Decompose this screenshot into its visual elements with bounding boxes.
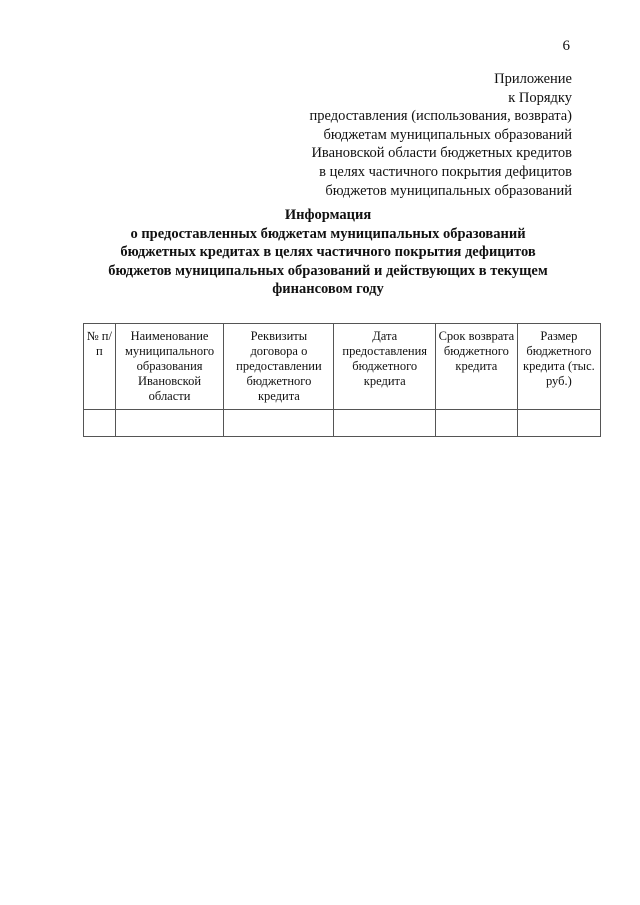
column-header-contract-details: Реквизиты договора о предоставлении бюджетного кредита (224, 324, 334, 410)
appendix-header (309, 70, 572, 200)
column-header-number: № п/п (84, 324, 116, 410)
table-cell (436, 410, 518, 437)
table-row (84, 410, 601, 437)
title-heading: Информация (284, 207, 372, 223)
appendix-line: предоставления (использования, возврата) (309, 108, 572, 125)
appendix-line: к Порядку (508, 89, 572, 106)
credit-info-table (83, 323, 601, 437)
column-header-municipality: Наименование муниципального образования Ивановской области (115, 324, 224, 410)
appendix-line: Приложение (494, 71, 572, 87)
table-cell (517, 410, 600, 437)
appendix-line: бюджетам муниципальных образований (323, 126, 572, 143)
appendix-line: в целях частичного покрытия дефицитов (319, 163, 572, 180)
title-line: бюджетных кредитах в целях частичного покрытия дефицитов (120, 244, 536, 260)
title-line: финансовом году (272, 281, 384, 297)
document-title (0, 206, 640, 299)
appendix-line: Ивановской области бюджетных кредитов (311, 145, 572, 162)
table-cell (334, 410, 436, 437)
title-line: бюджетов муниципальных образований и действующих в текущем (108, 262, 548, 279)
column-header-credit-amount: Размер бюджетного кредита (тыс. руб.) (517, 324, 600, 410)
column-header-issue-date: Дата предоставления бюджетного кредита (334, 324, 436, 410)
page-number: 6 (562, 38, 570, 54)
column-header-repayment-term: Срок возврата бюджетного кредита (436, 324, 518, 410)
table-header-row (84, 324, 601, 410)
table-cell (115, 410, 224, 437)
title-line: о предоставленных бюджетам муниципальных образований (130, 225, 526, 242)
table-cell (224, 410, 334, 437)
table-cell (84, 410, 116, 437)
appendix-line: бюджетов муниципальных образований (325, 182, 572, 199)
